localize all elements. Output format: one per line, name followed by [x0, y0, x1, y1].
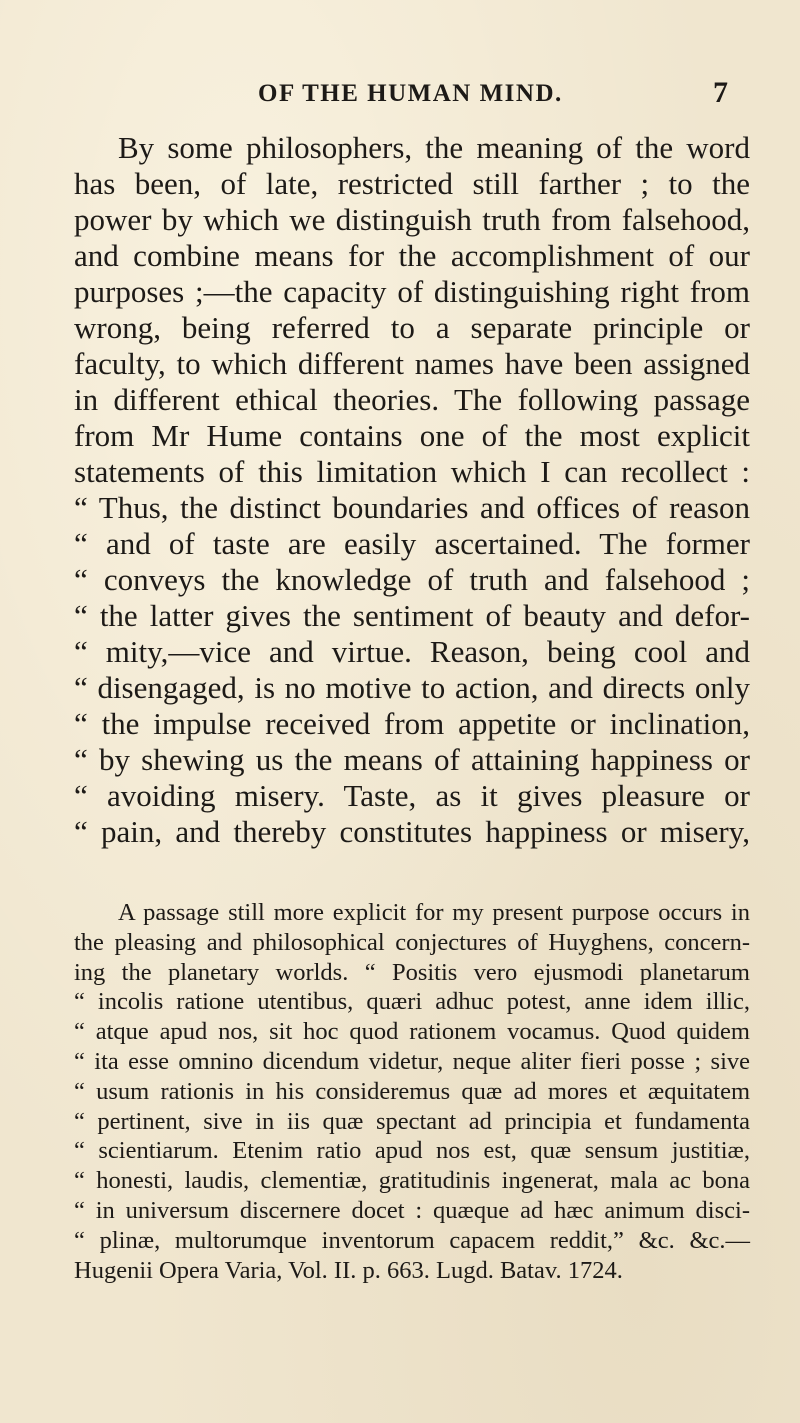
footnote: [74, 898, 750, 1285]
text-line: power by which we distinguish truth from falsehood,: [74, 202, 750, 237]
footnote-line: A passage still more explicit for my present purpose occurs in: [118, 899, 750, 926]
text-line: from Mr Hume contains one of the most explicit: [74, 418, 750, 453]
text-line: “ Thus, the distinct boundaries and offices of reason: [74, 490, 750, 525]
text-line: “ the latter gives the sentiment of beauty and defor-: [74, 598, 750, 633]
text-line: purposes ;—the capacity of distinguishing right from: [74, 274, 750, 309]
text-line: statements of this limitation which I can recollect :: [74, 454, 750, 489]
text-line: “ by shewing us the means of attaining happiness or: [74, 742, 750, 777]
text-line: By some philosophers, the meaning of the word: [118, 130, 750, 165]
page-header: [258, 72, 728, 112]
text-line: in different ethical theories. The following passage: [74, 382, 750, 417]
text-line: wrong, being referred to a separate principle or: [74, 310, 750, 345]
text-line: “ pain, and thereby constitutes happiness or misery,: [74, 814, 750, 849]
footnote-line: “ incolis ratione utentibus, quæri adhuc potest, anne idem illic,: [74, 988, 750, 1016]
footnote-line: “ usum rationis in his consideremus quæ ad mores et æquitatem: [74, 1077, 750, 1105]
footnote-line: “ ita esse omnino dicendum videtur, neque aliter fieri posse ; sive: [74, 1047, 750, 1075]
page-number: 7: [713, 76, 728, 109]
text-line: “ disengaged, is no motive to action, and directs only: [74, 670, 750, 705]
footnote-line: “ atque apud nos, sit hoc quod rationem vocamus. Quod quidem: [74, 1018, 750, 1046]
footnote-line: “ plinæ, multorumque inventorum capacem reddit,” &c. &c.—: [74, 1226, 750, 1254]
main-paragraph: [74, 130, 750, 850]
footnote-line: “ pertinent, sive in iis quæ spectant ad principia et fundamenta: [74, 1107, 750, 1135]
text-line: “ mity,—vice and virtue. Reason, being cool and: [74, 634, 750, 669]
text-line: and combine means for the accomplishment of our: [74, 238, 750, 273]
text-line: “ conveys the knowledge of truth and falsehood ;: [74, 562, 750, 597]
footnote-line: the pleasing and philosophical conjectures of Huyghens, concern-: [74, 928, 750, 956]
running-head: OF THE HUMAN MIND.: [258, 80, 563, 107]
footnote-line: “ in universum discernere docet : quæque ad hæc animum disci-: [74, 1196, 750, 1224]
footnote-citation: Hugenii Opera Varia, Vol. II. p. 663. Lugd. Batav. 1724.: [74, 1256, 623, 1284]
text-line: “ the impulse received from appetite or inclination,: [74, 706, 750, 741]
text-line: “ and of taste are easily ascertained. The former: [74, 526, 750, 561]
text-line: “ avoiding misery. Taste, as it gives pleasure or: [74, 778, 750, 813]
footnote-line: “ honesti, laudis, clementiæ, gratitudinis ingenerat, mala ac bona: [74, 1167, 750, 1195]
footnote-line: ing the planetary worlds. “ Positis vero ejusmodi planetarum: [74, 958, 750, 986]
text-line: faculty, to which different names have been assigned: [74, 346, 750, 381]
text-line: has been, of late, restricted still farther ; to the: [74, 166, 750, 201]
footnote-line: “ scientiarum. Etenim ratio apud nos est, quæ sensum justitiæ,: [74, 1137, 750, 1165]
